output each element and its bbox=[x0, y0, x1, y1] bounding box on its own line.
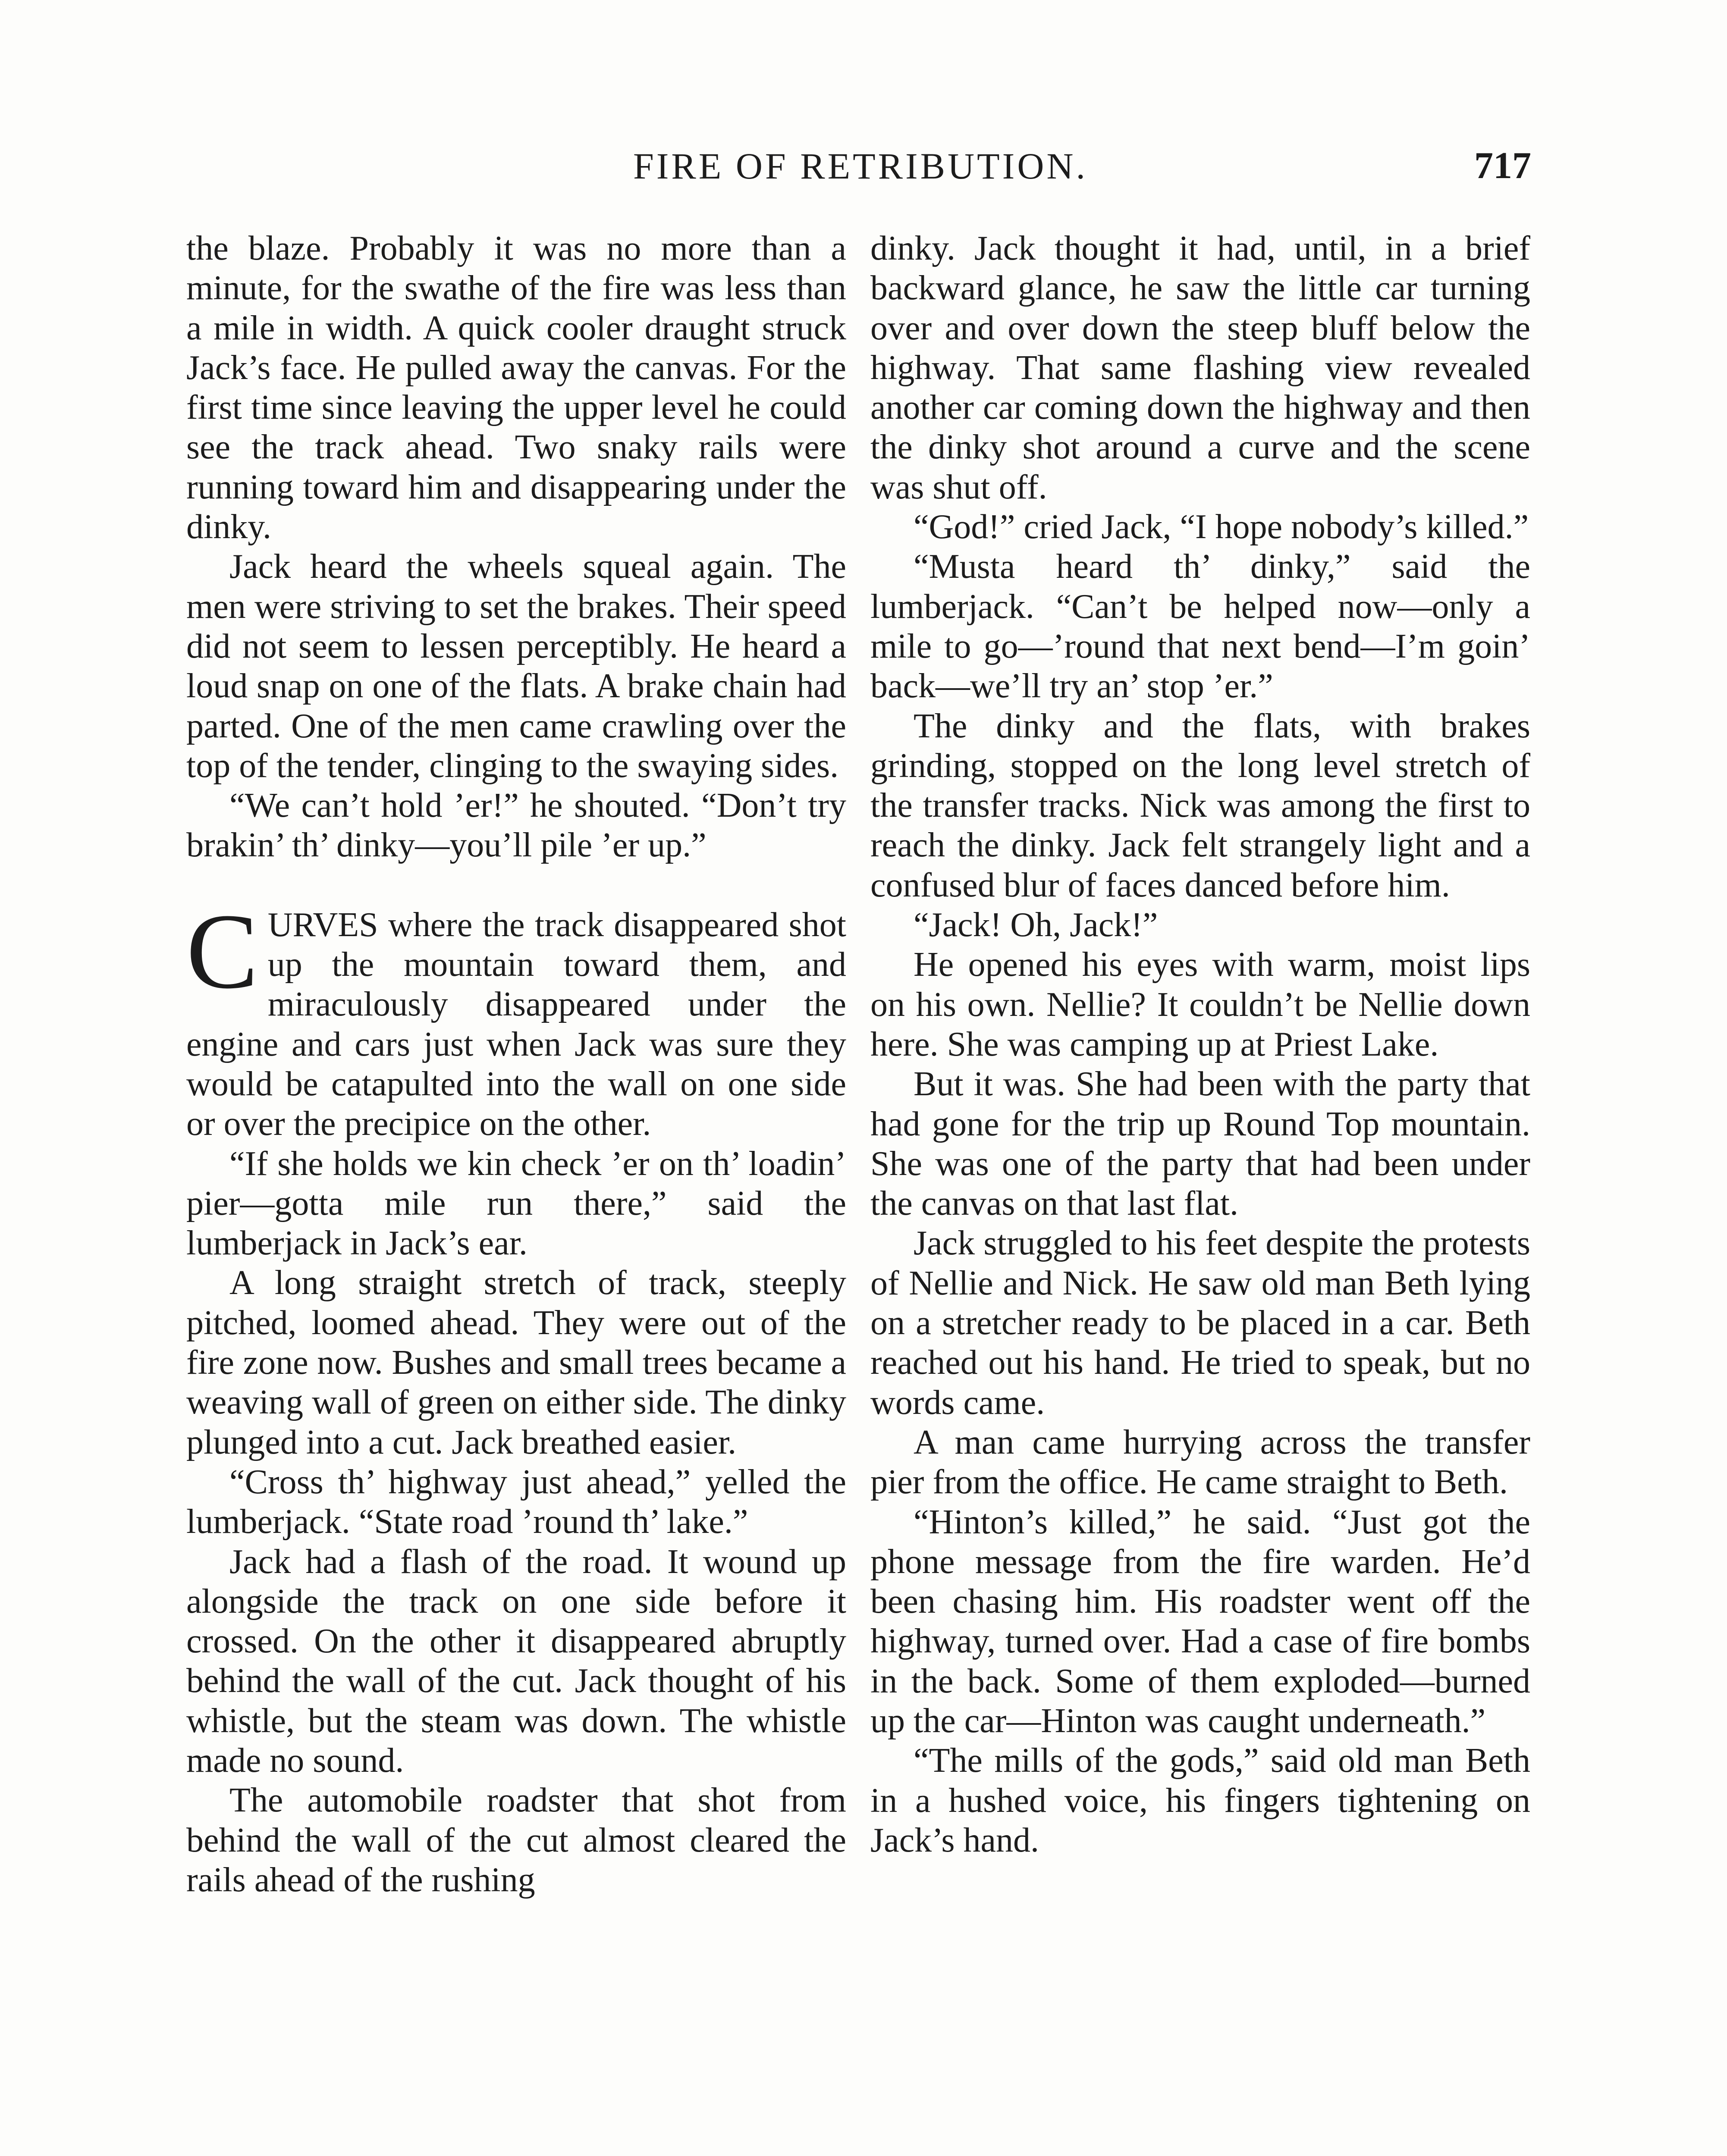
paragraph: the blaze. Probably it was no more than a minute, for the swathe of the fire was less than a mile in width. A quick cooler draught struck Jack’s face. He pulled away the canvas. For the first time since leaving the upper level he could see the track ahead. Two snaky rails were running toward him and disappearing under the dinky. bbox=[186, 229, 846, 546]
section-opening-paragraph bbox=[186, 891, 846, 1144]
page-number: 717 bbox=[1474, 145, 1531, 187]
paragraph: “We can’t hold ’er!” he shouted. “Don’t try brakin’ th’ dinky—you’ll pile ’er up.” bbox=[186, 787, 846, 865]
drop-cap: C bbox=[186, 891, 258, 1011]
paragraph: “Musta heard th’ dinky,” said the lumberjack. “Can’t be helped now—only a mile to go—’round that next bend—I’m goin’ back—we’ll try an’ stop ’er.” bbox=[870, 548, 1530, 705]
paragraph: The dinky and the flats, with brakes grinding, stopped on the long level stretch of the transfer tracks. Nick was among the first to reach the dinky. Jack felt strangely light and a confused blur of faces danced before him. bbox=[870, 707, 1530, 904]
paragraph: “Jack! Oh, Jack!” bbox=[914, 906, 1158, 944]
paragraph: Jack heard the wheels squeal again. The men were striving to set the brakes. Their speed did not seem to lessen perceptibly. He heard a loud snap on one of the flats. A brake chain had parted. One of the men came crawling over the top of the tender, clinging to the swaying sides. bbox=[186, 548, 846, 785]
right-column bbox=[870, 229, 1530, 1860]
paragraph-text: URVES where the track disappeared shot up the mountain toward them, and miraculously disappeared under the engine and cars just when Jack was sure they would be catapulted into the wall on one side or over the precipice on the other. bbox=[186, 906, 846, 1143]
paragraph: “Hinton’s killed,” he said. “Just got the phone message from the fire warden. He’d been chasing him. His roadster went off the highway, turned over. Had a case of fire bombs in the back. Some of them exploded—burned up the car—Hinton was caught underneath.” bbox=[870, 1503, 1530, 1740]
paragraph: “God!” cried Jack, “I hope nobody’s killed.” bbox=[914, 508, 1529, 546]
running-title: FIRE OF RETRIBUTION. bbox=[633, 145, 1088, 187]
page-header bbox=[190, 142, 1531, 198]
paragraph: Jack had a flash of the road. It wound up alongside the track on one side before it crossed. On the other it disappeared abruptly behind the wall of the cut. Jack thought of his whistle, but the steam was down. The whistle made no sound. bbox=[186, 1542, 846, 1780]
paragraph: A long straight stretch of track, steeply pitched, loomed ahead. They were out of the fire zone now. Bushes and small trees became a weaving wall of green on either side. The dinky plunged into a cut. Jack breathed easier. bbox=[186, 1264, 846, 1461]
paragraph: “Cross th’ highway just ahead,” yelled the lumberjack. “State road ’round th’ lake.” bbox=[186, 1463, 846, 1541]
paragraph: “If she holds we kin check ’er on th’ loadin’ pier—gotta mile run there,” said the lumberjack in Jack’s ear. bbox=[186, 1144, 846, 1263]
paragraph: “The mills of the gods,” said old man Beth in a hushed voice, his fingers tightening on Jack’s hand. bbox=[870, 1742, 1530, 1859]
paragraph: But it was. She had been with the party that had gone for the trip up Round Top mountain. She was one of the party that had been under the canvas on that last flat. bbox=[870, 1065, 1530, 1223]
left-column bbox=[186, 229, 846, 1900]
paragraph: A man came hurrying across the transfer pier from the office. He came straight to Beth. bbox=[870, 1423, 1530, 1501]
paragraph: Jack struggled to his feet despite the protests of Nellie and Nick. He saw old man Beth lying on a stretcher ready to be placed in a car. Beth reached out his hand. He tried to speak, but no words came. bbox=[870, 1224, 1530, 1422]
paragraph: He opened his eyes with warm, moist lips on his own. Nellie? It couldn’t be Nellie down here. She was camping up at Priest Lake. bbox=[870, 946, 1530, 1063]
paragraph: dinky. Jack thought it had, until, in a brief backward glance, he saw the little car turning over and over down the steep bluff below the highway. That same flashing view revealed another car coming down the highway and then the dinky shot around a curve and the scene was shut off. bbox=[870, 229, 1530, 506]
paragraph: The automobile roadster that shot from behind the wall of the cut almost cleared the rails ahead of the rushing bbox=[186, 1781, 846, 1899]
